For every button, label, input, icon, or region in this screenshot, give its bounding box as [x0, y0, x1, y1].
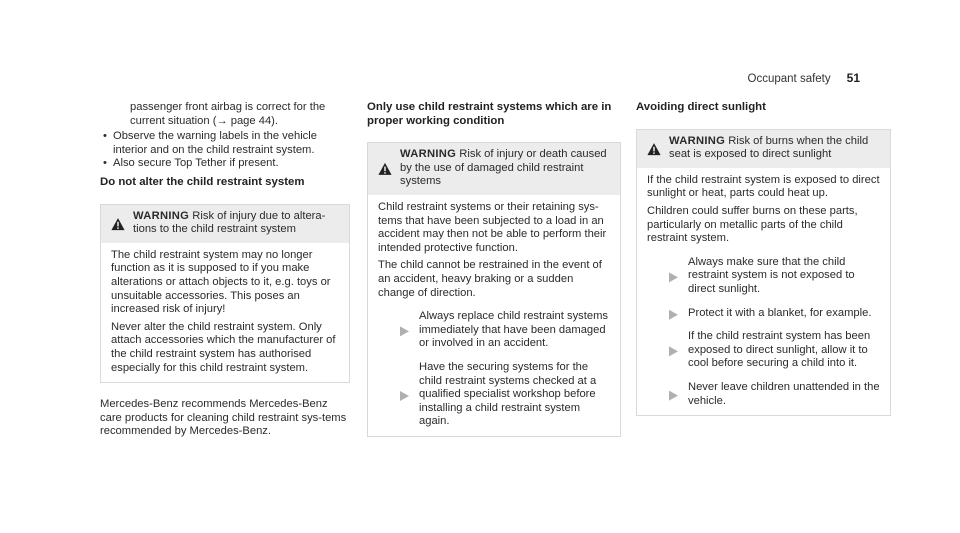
step-text: If the child restraint system has been exposed to direct sunlight, allow it to cool before securing a child into it. [688, 330, 871, 370]
step-arrow-icon [669, 258, 678, 297]
section-heading: Do not alter the child restraint system [100, 175, 305, 188]
warning-paragraph: Children could suffer burns on these parts, particularly on metallic parts of the child restraint system. [647, 204, 858, 245]
instruction-step [378, 361, 610, 429]
section-title: Occupant safety [747, 73, 831, 85]
instruction-step [647, 256, 880, 297]
warning-paragraph: The child restraint system may no longer function as it is supposed to if you make alterations or attach objects to it, e.g. toys or unsuitable accessories. This poses an increased risk of injury! [111, 248, 331, 316]
step-text: Protect it with a blanket, for example. [688, 306, 872, 319]
footer-paragraph: Mercedes-Benz recommends Mercedes-Benz care products for cleaning child restraint sys-tems recommended by Mercedes-Benz. [100, 398, 347, 438]
instruction-step [647, 330, 880, 371]
instruction-step [378, 310, 610, 351]
section-heading: Avoiding direct sunlight [636, 101, 766, 113]
list-item: • Also secure Top Tether if present. [100, 157, 350, 171]
warning-label: WARNING [669, 134, 726, 147]
warning-header [101, 205, 349, 243]
section-heading: Only use child restraint systems which are in proper working condition [367, 101, 612, 127]
page-header [748, 72, 860, 87]
warning-box [636, 129, 891, 417]
warning-paragraph: If the child restraint system is exposed to direct sunlight or heat, parts could heat up. [647, 173, 880, 200]
warning-label: WARNING [400, 148, 457, 161]
instruction-step [647, 381, 880, 408]
step-text: Never leave children unattended in the vehicle. [688, 380, 880, 407]
instruction-step [647, 307, 880, 321]
warning-paragraph: Never alter the child restraint system. Only attach accessories which the manufacturer of the child restraint system has authorised especially for this child restraint system. [111, 320, 336, 374]
warning-header [637, 130, 890, 168]
warning-triangle-icon [647, 136, 661, 162]
bullet-list [100, 130, 350, 171]
step-text: Have the securing systems for the child restraint systems checked at a qualified specialist workshop before installing a child restraint system again. [419, 360, 597, 428]
step-arrow-icon [400, 363, 409, 429]
warning-label: WARNING [133, 209, 190, 222]
page-number: 51 [846, 71, 860, 85]
step-arrow-icon [669, 383, 678, 408]
step-text: Always make sure that the child restraint system is not exposed to direct sunlight. [688, 255, 855, 295]
step-text: Always replace child restraint systems immediately that have been damaged or involved in an accident. [419, 310, 609, 350]
step-arrow-icon [669, 309, 678, 321]
column-2 [367, 101, 621, 437]
warning-triangle-icon [111, 211, 125, 237]
continued-text: passenger front airbag is correct for the current situation (→ page 44). [130, 101, 326, 127]
warning-title: Risk of burns when the child seat is exposed to direct sunlight [669, 134, 869, 161]
step-arrow-icon [400, 312, 409, 351]
warning-header [368, 143, 620, 195]
warning-box [367, 142, 621, 437]
warning-body [637, 168, 890, 415]
step-arrow-icon [669, 332, 678, 371]
warning-title: Risk of injury or death caused by the use of damaged child restraint systems [400, 148, 607, 188]
warning-paragraph: Child restraint systems or their retaining sys-tems that have been subjected to a load in an accident may then not be able to perform their intended protective function. [378, 200, 607, 254]
column-1 [100, 101, 350, 439]
warning-body [368, 195, 620, 436]
list-item: • Observe the warning labels in the vehicle interior and on the child restraint system. [100, 130, 350, 157]
warning-body [101, 243, 349, 382]
column-3 [636, 101, 891, 416]
warning-box [100, 204, 350, 384]
warning-title: Risk of injury due to altera-tions to the child restraint system [133, 209, 326, 236]
warning-paragraph: The child cannot be restrained in the event of an accident, heavy braking or a sudden change of direction. [378, 259, 602, 299]
warning-triangle-icon [378, 149, 392, 189]
